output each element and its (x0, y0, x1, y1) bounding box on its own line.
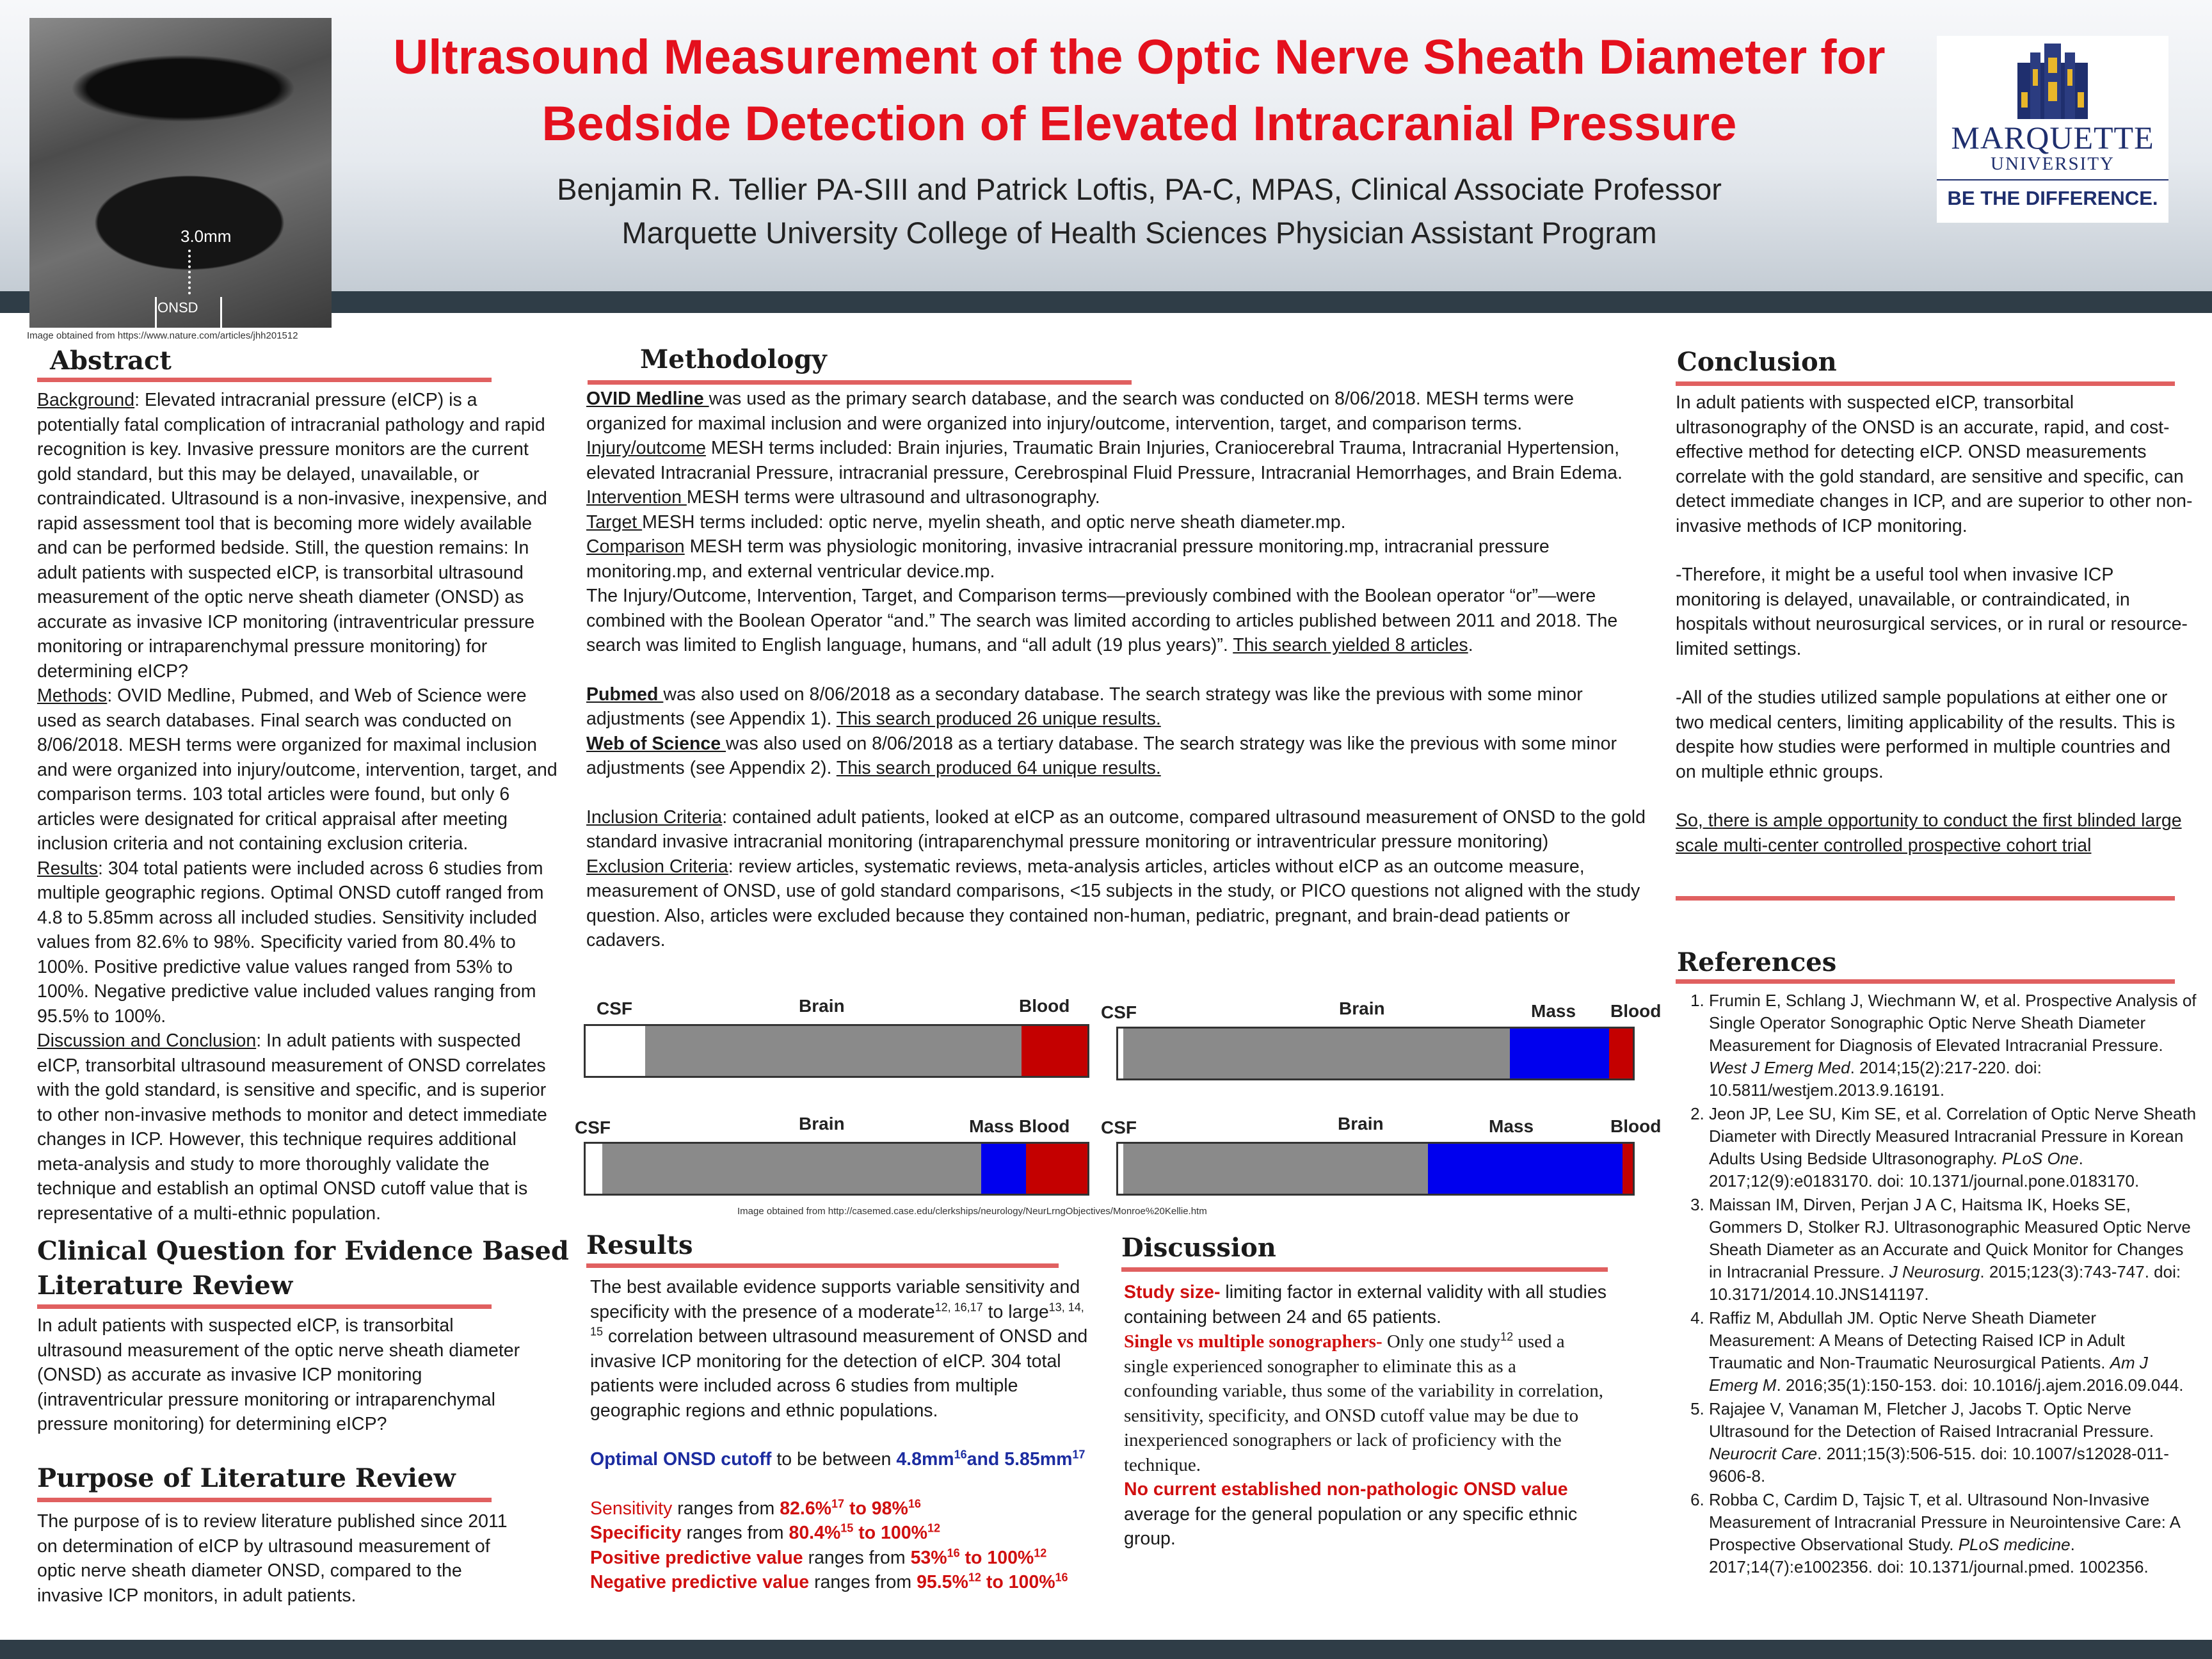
church-tower-icon (2008, 44, 2097, 119)
sensitivity-label: Sensitivity (590, 1498, 673, 1519)
reference-journal: Am J Emerg M (1709, 1353, 2148, 1395)
reference-item (1709, 990, 2200, 1102)
results-p1-sup1: 12, 16,17 (934, 1301, 983, 1313)
logo-subtitle: UNIVERSITY (1991, 154, 2115, 174)
ultrasound-image (29, 18, 332, 328)
us-onsd-marker-right (220, 297, 222, 328)
references-list (1676, 990, 2200, 1580)
authors: Benjamin R. Tellier PA-SIII and Patrick Loftis, PA-C, MPAS, Clinical Associate Professor (557, 172, 1722, 206)
specificity-s2: 12 (927, 1521, 940, 1535)
nonpathologic-label: No current established non-pathologic ONSD value (1124, 1479, 1568, 1500)
bar2-mass-label: Mass (1531, 1001, 1576, 1021)
discussion-heading-underline (1121, 1267, 1608, 1272)
conclusion-bottom-rule (1676, 896, 2175, 901)
bar4 (1116, 1142, 1635, 1196)
bar2-csf-seg (1118, 1029, 1123, 1078)
cutoff-label: Optimal ONSD cutoff (590, 1449, 772, 1470)
exclusion-label: Exclusion Criteria (586, 856, 728, 877)
bar3 (584, 1142, 1089, 1196)
intervention-text: MESH terms were ultrasound and ultrasonography. (686, 487, 1100, 508)
logo-name: MARQUETTE (1951, 120, 2154, 156)
conclusion-p4: So, there is ample opportunity to conduct the first blinded large scale multi-center controlled prospective cohort trial (1676, 810, 2182, 856)
abstract-body (37, 388, 562, 1226)
bar3-csf-label: CSF (575, 1118, 611, 1137)
reference-citation: . 2015;123(3):743-747. doi: 10.3171/2014.10.JNS141197. (1709, 1262, 2181, 1304)
bar3-blood-seg (1026, 1144, 1087, 1194)
results-p1-a: The best available evidence supports variable sensitivity and specificity with the presence of a moderate (590, 1277, 1080, 1322)
reference-item (1709, 1307, 2200, 1397)
combined-text: The Injury/Outcome, Intervention, Target, and Comparison terms—previously combined with the Boolean operator “or”—were combined with the Boolean Operator “and.” The search was limited according to articles published between 2011 and 2018. The search was limited to English language, humans, and “all adult (19 plus years)”. (586, 586, 1618, 655)
ppv-to: to 100% (959, 1547, 1034, 1568)
references-heading: References (1677, 947, 1837, 977)
target-text: MESH terms included: optic nerve, myelin sheath, and optic nerve sheath diameter.mp. (642, 511, 1346, 533)
combined-end: . (1468, 635, 1473, 655)
injury-label: Injury/outcome (586, 438, 706, 458)
npv-v1: 95.5% (917, 1572, 968, 1592)
methodology-body (586, 387, 1649, 953)
abstract-heading-underline (37, 378, 492, 382)
abstract-heading: Abstract (50, 346, 172, 376)
bar1-brain-label: Brain (799, 996, 845, 1016)
methodology-heading-underline (588, 380, 1132, 385)
reference-citation: . 2014;15(2):217-220. doi: 10.5811/westjem.2013.9.16191. (1709, 1058, 2042, 1100)
comparison-text: MESH term was physiologic monitoring, invasive intracranial pressure monitoring.mp, intracranial pressure monitoring.mp, and external ventricular device.mp. (586, 536, 1550, 582)
study-size-label: Study size- (1124, 1282, 1221, 1302)
combined-result: This search yielded 8 articles (1233, 635, 1468, 655)
bar2-mass-seg (1510, 1029, 1609, 1078)
results-p1-c: correlation between ultrasound measurement of ONSD and invasive ICP monitoring for the detection of eICP. 304 total patients were included across 6 studies from multiple geographic regions and ethnic populations. (590, 1326, 1088, 1421)
inclusion-label: Inclusion Criteria (586, 806, 723, 828)
specificity-label: Specificity (590, 1523, 682, 1543)
bar1-brain-seg (645, 1026, 1022, 1076)
sensitivity-mid: ranges from (672, 1498, 780, 1519)
reference-journal: West J Emerg Med (1709, 1058, 1850, 1077)
wos-result: This search produced 64 unique results. (836, 758, 1161, 778)
ppv-s2: 12 (1034, 1546, 1047, 1559)
pubmed-result: This search produced 26 unique results. (836, 709, 1161, 729)
conclusion-heading: Conclusion (1677, 347, 1837, 377)
results-heading-underline (586, 1263, 1059, 1268)
clinical-question-text: In adult patients with suspected eICP, is transorbital ultrasound measurement of the optic nerve sheath diameter (ONSD) as accurate as invasive ICP monitoring (intraventricular pressure monitoring or intraparenchymal pressure monitoring) for determining eICP? (37, 1315, 520, 1434)
abstract-results-text: : 304 total patients were included across 6 studies from multiple geographic regions. Optimal ONSD cutoff ranged from 4.8 to 5.85mm across all included studies. Sensitivity included values from 82.6% to 98%. Specificity varied from 80.4% to 100%. Positive predictive value values ranged from 53% to 100%. Negative predictive value included values ranging from 95.5% to 100%. (37, 858, 544, 1027)
reference-citation: . 2011;15(3):506-515. doi: 10.1007/s12028-011-9606-8. (1709, 1444, 2169, 1486)
reference-text: Frumin E, Schlang J, Wiechmann W, et al. Prospective Analysis of Single Operator Sonographic Optic Nerve Sheath Diameter Measurement for Diagnosis of Elevated Intracranial Pressure. (1709, 991, 2197, 1055)
npv-mid: ranges from (809, 1572, 917, 1592)
logo-tagline: BE THE DIFFERENCE. (1947, 187, 2158, 209)
bar4-blood-label: Blood (1610, 1116, 1662, 1136)
us-onsd-marker-left (155, 297, 157, 328)
npv-s2: 16 (1055, 1571, 1068, 1584)
bar3-brain-label: Brain (799, 1114, 845, 1134)
references-heading-underline (1676, 979, 2175, 984)
wos-text: was also used on 8/06/2018 as a tertiary database. The search strategy was like the previous with some minor adjustments (see Appendix 2). (586, 733, 1617, 778)
abstract-discussion-label: Discussion and Conclusion (37, 1030, 257, 1051)
comparison-label: Comparison (586, 536, 685, 557)
results-p1-b: to large (982, 1301, 1049, 1322)
us-measure-line (188, 250, 191, 294)
specificity-to: to 100% (853, 1523, 927, 1543)
reference-text: Maissan IM, Dirven, Perjan J A C, Haitsma IK, Hoeks SE, Gommers D, Stolker RJ. Ultrasonographic Measured Optic Nerve Sheath Diameter as an Accurate and Quick Monitor for Changes in Intracranial Pressure. (1709, 1195, 2191, 1281)
bar4-brain-label: Brain (1338, 1114, 1384, 1134)
footer-bar (0, 1640, 2212, 1659)
conclusion-p1: In adult patients with suspected eICP, transorbital ultrasonography of the ONSD is an accurate, rapid, and cost-effective method for detecting eICP. ONSD measurements correlate with the gold standard, are sensitive and specific, can detect immediate changes in ICP, and are superior to other non-invasive methods of ICP monitoring. (1676, 392, 2193, 536)
specificity-s1: 15 (840, 1521, 854, 1535)
discussion-heading: Discussion (1121, 1233, 1276, 1263)
results-body (590, 1275, 1096, 1595)
abstract-background-label: Background (37, 390, 135, 410)
reference-citation: . 2016;35(1):150-153. doi: 10.1016/j.ajem.2016.09.044. (1776, 1375, 2184, 1395)
ppv-s1: 16 (947, 1546, 960, 1559)
conclusion-body (1676, 390, 2194, 858)
bar2-blood-seg (1609, 1029, 1633, 1078)
bar4-blood-seg (1623, 1144, 1633, 1194)
ovid-label: OVID Medline (586, 389, 709, 409)
conclusion-p3: -All of the studies utilized sample populations at either one or two medical centers, limiting applicability of the results. This is despite how studies were performed in multiple countries and on multiple ethnic groups. (1676, 687, 2176, 782)
logo-rule (1937, 179, 2168, 180)
specificity-mid: ranges from (681, 1523, 789, 1543)
sonographers-label: Single vs multiple sonographers- (1124, 1331, 1382, 1352)
cutoff-and: and 5.85mm (966, 1449, 1073, 1470)
bar4-mass-label: Mass (1489, 1116, 1534, 1136)
bar3-mass-seg (981, 1144, 1026, 1194)
header-divider (0, 291, 2212, 313)
figure-credit: Image obtained from http://casemed.case.edu/clerkships/neurology/NeurLrngObjectives/Monroe%20Kellie.htm (737, 1206, 1207, 1217)
bar1 (584, 1024, 1089, 1078)
bar2-brain-label: Brain (1339, 998, 1385, 1018)
sensitivity-s2: 16 (908, 1497, 921, 1510)
reference-journal: J Neurosurg (1889, 1262, 1980, 1281)
conclusion-heading-underline (1676, 381, 2175, 386)
sensitivity-to: to 98% (844, 1498, 908, 1519)
reference-text: Rajajee V, Vanaman M, Fletcher J, Jacobs T. Optic Nerve Ultrasound for the Detection of Raised Intracranial Pressure. (1709, 1399, 2154, 1441)
study-size-text: limiting factor in external validity with all studies containing between 24 and 65 patients. (1124, 1282, 1607, 1327)
bar2 (1116, 1027, 1635, 1080)
npv-s1: 12 (968, 1571, 981, 1584)
target-label: Target (586, 511, 643, 533)
pubmed-text: was also used on 8/06/2018 as a secondary database. The search strategy was like the previous with some minor adjustments (see Appendix 1). (586, 684, 1583, 729)
bar1-blood-seg (1022, 1026, 1087, 1076)
npv-label: Negative predictive value (590, 1572, 810, 1592)
ovid-text: was used as the primary search database, and the search was conducted on 8/06/2018. MESH terms were organized for maximal inclusion and were organized into injury/outcome, intervention, target, and comparison terms. (586, 389, 1574, 434)
title-line-2: Bedside Detection of Elevated Intracranial Pressure (541, 97, 1737, 151)
bar3-csf-seg (586, 1144, 602, 1194)
title-line-1: Ultrasound Measurement of the Optic Nerve Sheath Diameter for (393, 30, 1886, 84)
clinical-question-heading-line-2: Literature Review (37, 1270, 293, 1301)
bar2-blood-label: Blood (1610, 1001, 1662, 1021)
reference-journal: PLoS One (2001, 1149, 2079, 1168)
injury-text: MESH terms included: Brain injuries, Traumatic Brain Injuries, Craniocerebral Trauma, Intracranial Hypertension, elevated Intracranial Pressure, intracranial pressure, Cerebrospinal Fluid Pressure, Intracranial Hemorrhages, and Brain Edema. (586, 438, 1623, 483)
pubmed-label: Pubmed (586, 684, 664, 705)
inclusion-text: : contained adult patients, looked at eICP as an outcome, compared ultrasound measurement of ONSD to the gold standard invasive intracranial monitoring (intraparenchymal pressure monitoring or intraventricular pressure monitoring) (586, 806, 1646, 852)
abstract-background-text: : Elevated intracranial pressure (eICP) is a potentially fatal complication of intracranial pathology and rapid recognition is key. Invasive pressure monitors are the current gold standard, but this may be delayed, unavailable, or contraindicated. Ultrasound is a non-invasive, inexpensive, and rapid assessment tool that is becoming more widely available and can be performed bedside. Still, the question remains: In adult patients with suspected eICP, is transorbital ultrasound measurement of the optic nerve sheath diameter (ONSD) as accurate as invasive ICP monitoring (intraventricular pressure monitoring or intraparenchymal pressure monitoring) for determining eICP? (37, 390, 547, 682)
sensitivity-v1: 82.6% (780, 1498, 832, 1519)
results-heading: Results (586, 1230, 693, 1260)
reference-journal: Neurocrit Care (1709, 1444, 1818, 1463)
reference-citation: . 2017;12(9):e0183170. doi: 10.1371/journal.pone.0183170. (1709, 1149, 2140, 1190)
bar4-mass-seg (1428, 1144, 1623, 1194)
clinical-question-underline (37, 1304, 492, 1309)
cutoff-s1: 16 (954, 1448, 967, 1461)
sensitivity-s1: 17 (831, 1497, 845, 1510)
abstract-methods-text: : OVID Medline, Pubmed, and Web of Science were used as search databases. Final search was conducted on 8/06/2018. MESH terms were organized for maximal inclusion and were organized into injury/outcome, intervention, target, and comparison terms. 103 total articles were found, but only 6 articles were designated for critical appraisal after meeting inclusion criteria and not containing exclusion criteria. (37, 685, 557, 854)
ppv-v1: 53% (910, 1547, 947, 1568)
purpose-heading: Purpose of Literature Review (37, 1463, 456, 1493)
ppv-label: Positive predictive value (590, 1547, 803, 1568)
bar1-csf-label: CSF (597, 998, 632, 1018)
clinical-question-heading-line-1: Clinical Question for Evidence Based (37, 1236, 569, 1266)
bar3-brain-seg (602, 1144, 981, 1194)
reference-text: Jeon JP, Lee SU, Kim SE, et al. Correlation of Optic Nerve Sheath Diameter with Directly Measured Intracranial Pressure in Korean Adults Using Bedside Ultrasonography. (1709, 1104, 2197, 1168)
bar1-csf-seg (586, 1026, 645, 1076)
reference-text: Robba C, Cardim D, Tajsic T, et al. Ultrasound Non-Invasive Measurement of Intracranial Pressure in Neurointensive Care: A Prospective Observational Study. (1709, 1490, 2180, 1554)
reference-text: Raffiz M, Abdullah JM. Optic Nerve Sheath Diameter Measurement: A Means of Detecting Raised ICP in Adult Traumatic and Non-Traumatic Neurosurgical Patients. (1709, 1308, 2125, 1372)
purpose-text: The purpose of is to review literature published since 2011 on determination of eICP by ultrasound measurement of optic nerve sheath diameter ONSD, compared to the invasive ICP monitors, in adult patients. (37, 1511, 508, 1606)
exclusion-text: : review articles, systematic reviews, meta-analysis articles, articles without eICP as an outcome measure, measurement of ONSD, use of gold standard comparisons, <15 subjects in the study, or PICO questions not aligned with the study question. Also, articles were excluded because they contained non-human, pediatric, pregnant, and brain-dead patients or cadavers. (586, 856, 1640, 950)
us-measure-label: 3.0mm (180, 227, 232, 246)
purpose-heading-underline (37, 1498, 492, 1502)
reference-item (1709, 1194, 2200, 1306)
reference-item (1709, 1489, 2200, 1578)
conclusion-p2: -Therefore, it might be a useful tool when invasive ICP monitoring is delayed, unavailable, or contraindicated, in hospitals without neurosurgical services, or in rural or resource-limited settings. (1676, 565, 2188, 659)
wos-label: Web of Science (586, 733, 726, 754)
nonpathologic-text: average for the general population or any specific ethnic group. (1124, 1503, 1578, 1549)
bar3-mass-label: Mass (969, 1116, 1014, 1136)
npv-to: to 100% (981, 1572, 1055, 1592)
poster-title (333, 24, 1946, 157)
abstract-results-label: Results (37, 858, 99, 879)
ppv-mid: ranges from (803, 1547, 911, 1568)
bar2-csf-label: CSF (1101, 1002, 1137, 1022)
ultrasound-image-credit: Image obtained from https://www.nature.com/articles/jhh201512 (27, 330, 298, 341)
reference-citation: . 2017;14(7):e1002356. doi: 10.1371/journal.pmed. 1002356. (1709, 1535, 2149, 1576)
reference-item (1709, 1398, 2200, 1487)
cutoff-v1: 4.8mm (896, 1449, 954, 1470)
affiliation: Marquette University College of Health Sciences Physician Assistant Program (621, 216, 1657, 250)
cutoff-s2: 17 (1072, 1448, 1086, 1461)
bar2-brain-seg (1123, 1029, 1510, 1078)
intervention-label: Intervention (586, 487, 687, 508)
sonographers-sup: 12 (1500, 1330, 1514, 1343)
results-p1-sup2: 13, 14, 15 (590, 1301, 1084, 1338)
bar1-blood-label: Blood (1019, 996, 1070, 1016)
abstract-methods-label: Methods (37, 685, 108, 706)
bar4-csf-seg (1118, 1144, 1123, 1194)
abstract-discussion-text: : In adult patients with suspected eICP, transorbital ultrasound measurement of ONSD correlates with the gold standard, is sensitive and specific, and is superior to other non-invasive methods to monitor and detect immediate changes in ICP. However, this technique requires additional meta-analysis and study to more thoroughly validate the technique and establish an optimal ONSD cutoff value that is representative of a multi-ethnic population. (37, 1030, 547, 1224)
discussion-body (1124, 1280, 1610, 1551)
methodology-heading: Methodology (640, 344, 827, 374)
reference-journal: PLoS medicine (1958, 1535, 2071, 1554)
cutoff-mid: to be between (771, 1449, 897, 1470)
reference-item (1709, 1103, 2200, 1192)
sonographers-text-b: used a single experienced sonographer to eliminate this as a confounding variable, thus some of the variability in correlation, sensitivity, specificity, and ONSD cutoff value may be due to inexperienced sonographers or lack of proficiency with the technique. (1124, 1331, 1603, 1475)
university-logo (1937, 36, 2168, 223)
us-onsd-label: ONSD (157, 300, 198, 316)
specificity-v1: 80.4% (789, 1523, 841, 1543)
bar4-brain-seg (1123, 1144, 1428, 1194)
clinical-question-heading (37, 1234, 569, 1303)
bar3-blood-label: Blood (1019, 1116, 1070, 1136)
bar4-csf-label: CSF (1101, 1118, 1137, 1137)
sonographers-text-a: Only one study (1382, 1331, 1501, 1352)
